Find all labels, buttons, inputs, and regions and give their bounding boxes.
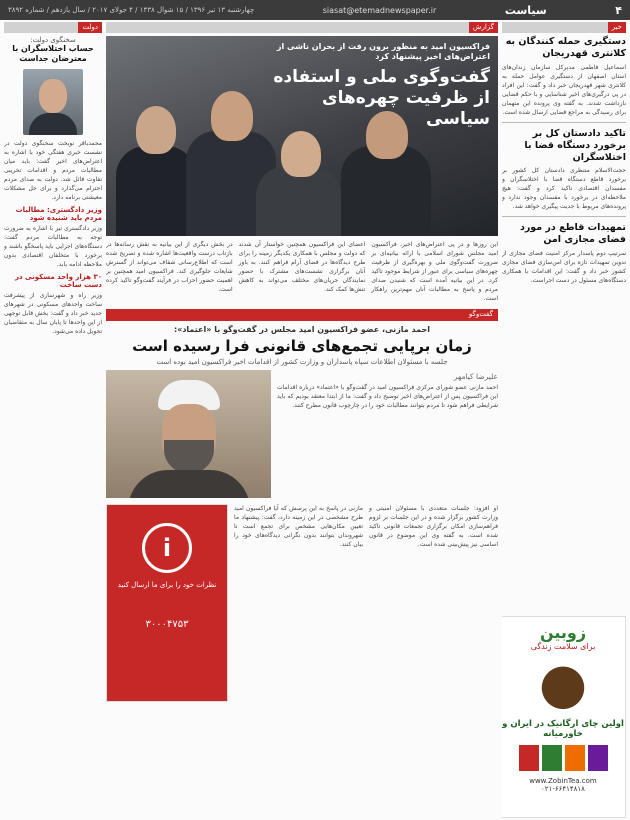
section-email: siasat@etemadnewspaper.ir [322,5,437,15]
report-columns [106,240,498,303]
photo-figure [39,79,67,113]
photo-figure [341,146,431,236]
ad-tagline: اولین چای ارگانیک در ایران و خاورمیانه [502,719,624,739]
report-column: این روزها و در پی اعتراض‌های اخیر، فراکسیون امید مجلس شورای اسلامی با ارائه بیانیه‌ای بر ضرورت گفت‌وگوی ملی و بهره‌گیری از ظرفیت چهره‌های سیاسی برای عبور از شرایط موجود تاکید کرد. در این بیانیه آمده است که شنیدن صدای مردم و پاسخ به مطالبات آنان مهم‌ترین راهکار است. [371,241,498,302]
right-column [502,22,626,818]
spokesman-photo [23,69,83,135]
story-body: وزیر دادگستری نیز با اشاره به ضرورت توجه به مطالبات مردم گفت: دستگاه‌های اجرایی باید پاسخگو باشند و برخورد با متخلفان اقتصادی بدون ملاحظه ادامه یابد. [4,224,102,268]
story-body: سرتیپ دوم پاسدار مرکز امنیت فضای مجازی از تدوین تمهیدات تازه برای امن‌سازی فضای مجازی کشور خبر داد و گفت: این اقدامات با همکاری دستگاه‌های مسئول در دست اجراست. [502,250,626,285]
divider [502,122,626,123]
byline: علیرضا کیامهر [453,372,498,381]
interview-title[interactable]: زمان برپایی تجمع‌های قانونی فرا رسیده است [132,337,472,355]
photo-figure [136,106,176,154]
info-icon: i [142,523,192,573]
photo-figure [281,131,321,177]
tag-report: گزارش [469,22,498,33]
section-title: سیاست [504,3,547,17]
page-number: ۴ [615,3,622,17]
main-photo [106,36,498,236]
interview-subtitle: جلسه با مسئولان اطلاعات سپاه پاسداران و وزارت کشور از اقدامات اخیر فراکسیون امید بوده است [156,358,448,366]
product-box-icon [588,745,608,771]
interview-column: احمد مازنی عضو شورای مرکزی فراکسیون امید در گفت‌وگو با «اعتماد» درباره اقدامات این فراکسیون پس از اعتراض‌های اخیر توضیح داد و گفت: ما از ابتدا معتقد بودیم که باید شرایطی فراهم شود تا مردم بتوانند مطالبات خود را در چارچوب قانون مطرح کنند. [277,384,498,409]
story-body: وزیر راه و شهرسازی از پیشرفت ساخت واحدهای مسکونی در شهرهای جدید خبر داد و گفت: بخش قابل توجهی از این واحدها تا پایان سال به متقاضیان تحویل داده می‌شود. [4,291,102,335]
product-box-icon [565,745,585,771]
report-column: در بخش دیگری از این بیانیه به نقش رسانه‌ها در بازتاب درست واقعیت‌ها اشاره شده و تصریح شده است که اطلاع‌رسانی شفاف می‌تواند از گسترش شایعات جلوگیری کند. فراکسیون امید همچنین بر اهمیت حضور احزاب در فرآیند گفت‌وگو تاکید کرده است. [106,241,233,293]
main-headline[interactable]: گفت‌وگوی ملی و استفاده از ظرفیت چهره‌های سیاسی [273,66,490,130]
story-body: محمدباقر نوبخت سخنگوی دولت در نشست خبری هفتگی خود با اشاره به اعتراض‌های اخیر گفت: باید میان مطالبات مردم و اقدامات تخریبی تفاوت قائل شد. دولت به صدای مردم احترام می‌گذارد و برای حل مشکلات معیشتی برنامه دارد. [4,139,102,201]
tea-advertisement[interactable] [502,616,626,818]
interview-column: مازنی در پاسخ به این پرسش که آیا فراکسیون امید طرح مشخصی در این زمینه دارد، گفت: پیشنهاد ما تعیین مکان‌هایی مشخص برای تجمع است تا شهروندان بتوانند بدون نگرانی دیدگاه‌های خود را بیان کنند. [234,505,363,548]
interview-column: او افزود: جلسات متعددی با مسئولان امنیتی و وزارت کشور برگزار شده و در این جلسات بر لزوم فراهم‌سازی امکان برگزاری تجمعات قانونی تاکید شده است. به گفته وی این موضوع در قانون اساسی نیز پیش‌بینی شده است. [369,505,498,548]
ad-brand: زوبین [539,623,587,642]
product-box-icon [542,745,562,771]
sms-number: ۳۰۰۰۴۷۵۳ [145,619,189,630]
ad-phone: ۰۲۱-۶۶۴۱۴۸۱۸ [541,785,585,793]
ad-website[interactable]: www.ZobinTea.com [529,777,597,785]
photo-kicker: فراکسیون امید به منظور برون رفت از بحران ناشی از اعتراض‌های اخیر پیشنهاد کرد [276,42,490,62]
photo-figure [128,470,250,498]
quote-headline[interactable]: حساب اختلاسگران با معترضان جداست [12,44,94,64]
teapot-icon [528,657,598,713]
interview-kicker: احمد مازنی، عضو فراکسیون امید مجلس در گفت‌وگو با «اعتماد»: [173,325,431,334]
notice-advertisement[interactable] [106,504,228,702]
interviewee-photo [106,370,271,498]
story-subhead: وزیر دادگستری: مطالبات مردم باید شنیده شود [15,205,102,222]
story-body: اسماعیل فاطمی مدیرکل سازمان زندان‌های استان اصفهان از دستگیری عوامل حمله به کلانتری شهر قهدریجان خبر داد و گفت: این افراد در پی درگیری‌های اخیر شناسایی و با حکم قضایی بازداشت شدند. به گفته وی پرونده این متهمان برای رسیدگی به مراجع قضایی ارسال شده است. [502,63,626,116]
photo-figure [116,146,196,236]
interview-body [106,370,498,498]
main-column [106,22,498,818]
product-box-icon [519,745,539,771]
tag-news: خبر [608,22,626,33]
issue-date: چهارشنبه ۱۳ تیر ۱۳۹۶ / ۱۵ شوال ۱۴۳۸ / ۴ جولای ۲۰۱۷ / سال یازدهم / شماره ۳۸۹۲ [8,6,255,14]
story-body: حجت‌الاسلام منتظری دادستان کل کشور بر برخورد قاطع دستگاه قضا با اختلاسگران و مفسدان اقتصادی تاکید کرد و گفت: هیچ ملاحظه‌ای در برخورد با مفسدان وجود ندارد و پرونده‌های مربوط با جدیت پیگیری خواهد شد. [502,167,626,211]
story-title: تاکید دادستان کل بر برخورد دستگاه قضا با اختلاسگران [524,127,626,163]
notice-text: نظرات خود را برای ما ارسال کنید [117,581,217,589]
story-title: دستگیری حمله کنندگان به کلانتری قهدریجان [505,36,626,59]
tag-interview: گفت‌وگو [468,310,493,318]
product-boxes [502,745,625,771]
divider [502,216,626,217]
interview-columns [106,504,498,702]
tag-government: دولت [78,22,102,33]
ad-slogan: برای سلامت زندگی [530,642,596,651]
story-subhead: ۳۰ هزار واحد مسکونی در دست ساخت [14,272,102,289]
quote-kicker: سخنگوی دولت: [30,36,76,44]
report-column: اعضای این فراکسیون همچنین خواستار آن شدند که دولت و مجلس با همکاری یکدیگر زمینه را برای طرح دیدگاه‌ها در فضای آرام فراهم کنند. به باور آنان برگزاری نشست‌های مشترک با حضور نمایندگان جریان‌های مختلف می‌تواند به کاهش تنش‌ها کمک کند. [238,241,366,293]
left-column [4,22,102,818]
story-title: تمهیدات قاطع در مورد فضای مجازی امن [519,222,626,246]
page-header [0,0,630,20]
photo-figure [164,440,214,474]
photo-overlay [270,42,490,131]
photo-figure [211,91,253,141]
photo-figure [29,113,77,135]
interview-section-bar [106,309,498,321]
